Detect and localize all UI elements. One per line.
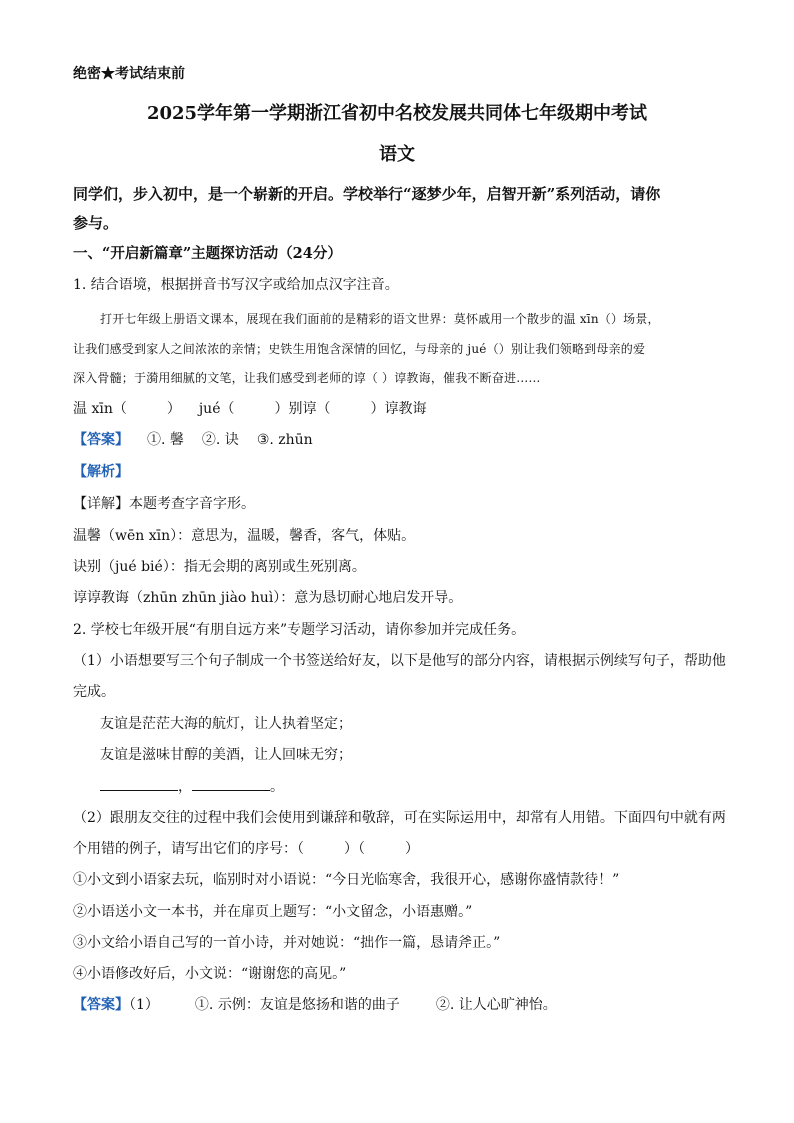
q2-part1-line-2: 完成。 [73, 684, 115, 700]
detail-text: 本题考查字音字形。 [129, 496, 255, 512]
option-1: ①小文到小语家去玩，临别时对小语说：“今日光临寒舍，我很开心，感谢你盛情款待！” [73, 872, 620, 888]
passage-line-2: 让我们感受到家人之间浓浓的亲情；史铁生用饱含深情的回忆，与母亲的 jué（）别让我们领略到母亲的爱 [73, 342, 646, 356]
confidential-label: 绝密★考试结束前 [73, 66, 185, 82]
question-2-stem: 2. 学校七年级开展“有朋自远方来”专题学习活动，请你参加并完成任务。 [73, 622, 526, 638]
intro-line-1: 同学们，步入初中，是一个崭新的开启。学校举行“逐梦少年，启智开新”系列活动，请你 [73, 185, 661, 203]
fill-blank-1 [100, 776, 178, 791]
subject-title: 语文 [379, 144, 415, 165]
explanation-1: 温馨（wēn xīn）：意思为，温暖，馨香，客气，体贴。 [73, 528, 416, 544]
question-1-blanks: 温 xīn（ ） jué（ ）别谆（ ）谆教诲 [73, 401, 427, 417]
example-sentence-2: 友谊是滋味甘醇的美酒，让人回味无穷； [100, 747, 352, 763]
blank-1-label: 温 xīn（ [73, 401, 127, 417]
q2-part1-line-1: （1）小语想要写三个句子制成一个书签送给好友，以下是他写的部分内容，请根据示例续写句子，帮助他 [73, 653, 726, 669]
question-2-answer: 【答案】（1） ①. 示例：友谊是悠扬和谐的曲子 ②. 让人心旷神怡。 [73, 997, 557, 1013]
blank-3-label: ）谆教诲 [370, 401, 427, 417]
q2-answer-1: ①. 示例：友谊是悠扬和谐的曲子 [194, 997, 400, 1013]
answer-1: ①. 馨 [147, 432, 184, 448]
passage-line-1: 打开七年级上册语文课本，展现在我们面前的是精彩的语文世界：莫怀戚用一个散步的温 xīn（）场景， [100, 312, 660, 326]
question-1-stem: 1. 结合语境，根据拼音书写汉字或给加点汉字注音。 [73, 277, 399, 293]
answer-3: ③. zhūn [256, 432, 313, 448]
explanation-3: 谆谆教诲（zhūn zhūn jiào huì）：意为恳切耐心地启发开导。 [73, 590, 463, 606]
intro-line-2: 参与。 [73, 214, 119, 232]
detail-tag: 【详解】 [73, 496, 129, 512]
fill-in-line: ， 。 [100, 776, 284, 797]
exam-title: 2025学年第一学期浙江省初中名校发展共同体七年级期中考试 [146, 103, 648, 124]
question-1-answer [73, 430, 313, 450]
answer-2: ②. 诀 [201, 432, 239, 448]
example-sentence-1: 友谊是茫茫大海的航灯，让人执着坚定； [100, 716, 352, 732]
q2-answer-2: ②. 让人心旷神怡。 [435, 997, 557, 1013]
option-4: ④小语修改好后，小文说：“谢谢您的高见。” [73, 966, 347, 982]
analysis-tag: 【解析】 [73, 464, 129, 480]
detail-line [73, 494, 255, 514]
passage-line-3: 深入骨髓；于漪用细腻的文笔，让我们感受到老师的谆（ ）谆教诲，催我不断奋进…… [73, 371, 541, 385]
q2-part2-line-1: （2）跟朋友交往的过程中我们会使用到谦辞和敬辞，可在实际运用中，却常有人用错。下面四句中就有两 [73, 810, 726, 826]
answer-tag: 【答案】 [73, 997, 129, 1013]
fill-blank-2 [192, 776, 270, 791]
blank-2-label: jué（ [198, 401, 235, 417]
option-2: ②小语送小文一本书，并在扉页上题写：“小文留念，小语惠赠。” [73, 904, 473, 920]
answer-tag: 【答案】 [73, 432, 129, 448]
q2-part2-line-2: 个用错的例子，请写出它们的序号：（ ）（ ） [73, 841, 419, 857]
section-heading: 一、“开启新篇章”主题探访活动（24分） [73, 245, 342, 262]
explanation-2: 诀别（jué bié）：指无会期的离别或生死别离。 [73, 559, 366, 575]
option-3: ③小文给小语自己写的一首小诗，并对她说：“拙作一篇，恳请斧正。” [73, 935, 501, 951]
